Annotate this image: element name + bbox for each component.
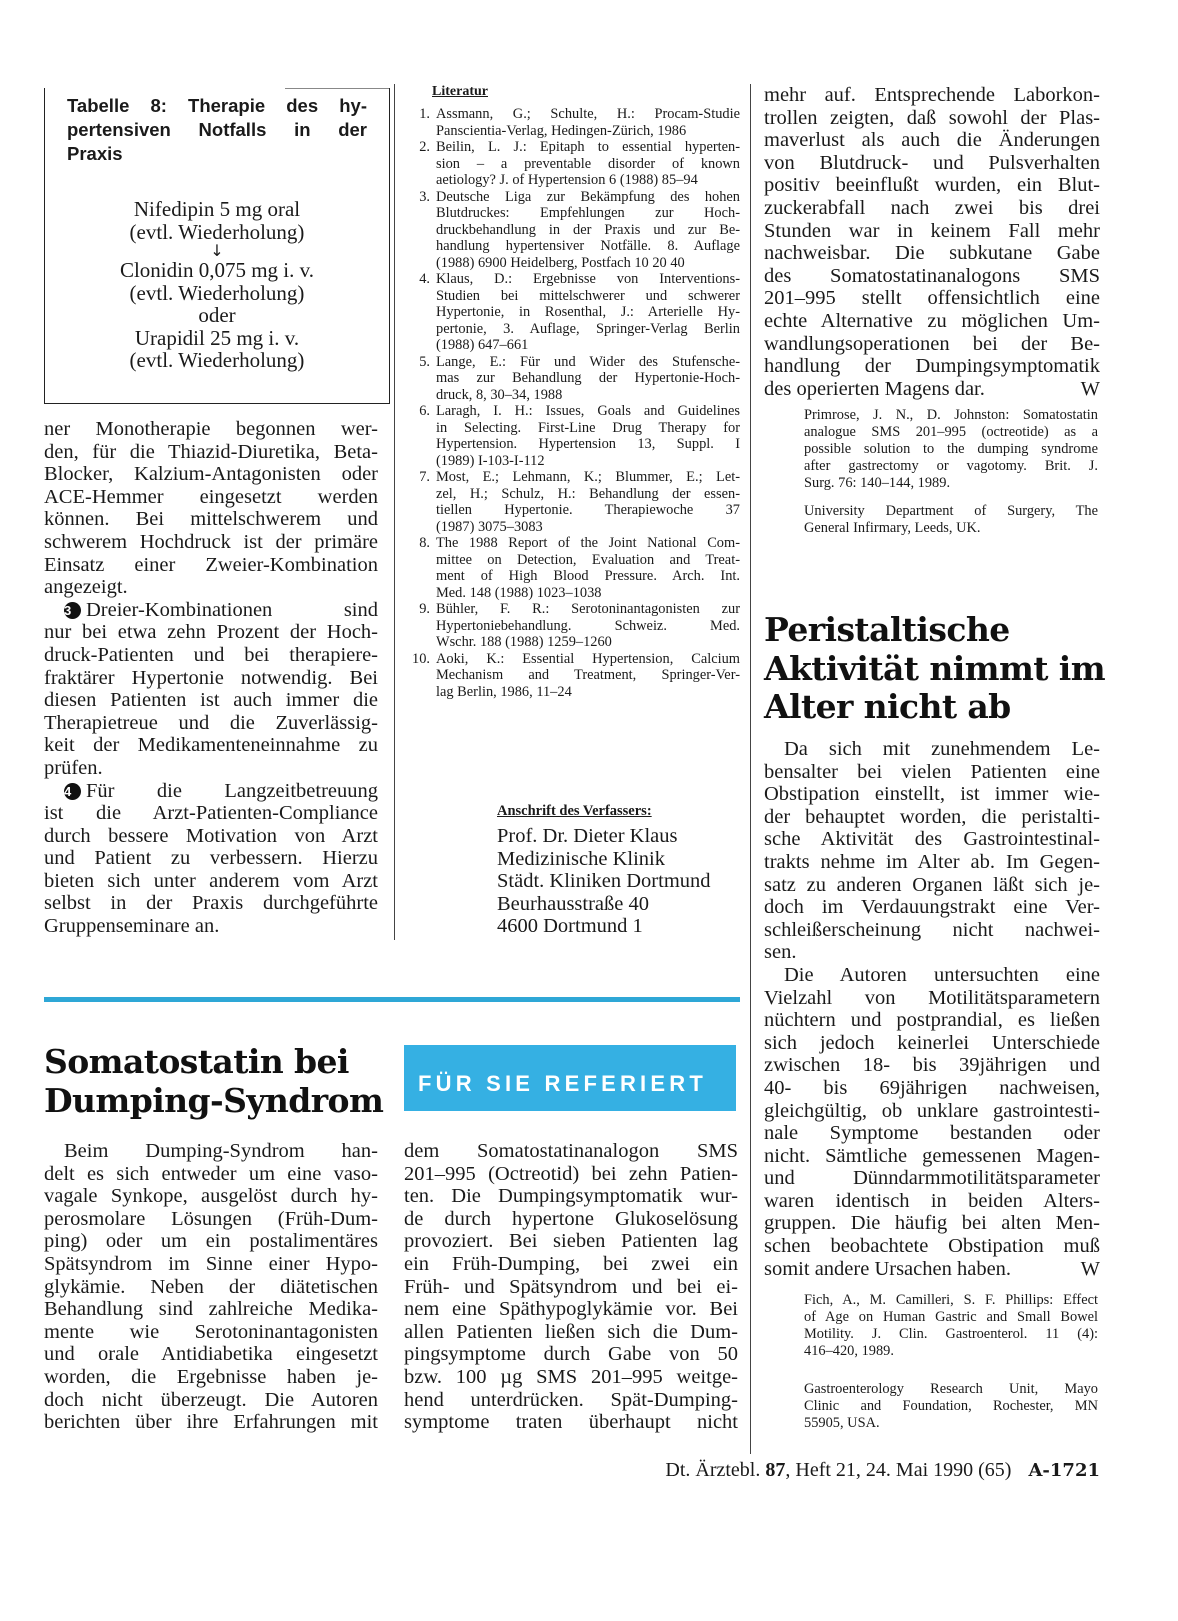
table-8-box [44, 88, 390, 404]
therapy-step: Nifedipin 5 mg oral [133, 197, 301, 221]
reference-item: 1. Assmann, G.; Schulte, H.: Procam-Studie Panscientia-Verlag, Hedingen-Zürich, 1986 [419, 106, 740, 139]
journal-name: Dt. Ärztebl. [665, 1459, 761, 1481]
down-arrow-icon: ↓ [210, 241, 224, 260]
article1-body-col2: dem Somatostatinanalogon SMS 201–995 (Octreotid) bei zehn Patien- ten. Die Dumpingsymptomatik wur- de durch hypertone Glukoselösung provoziert. Bei sieben Patienten lag ein Früh-Dumping, bei zwei ein Früh- und Spätsyndrom und bei ei- nem eine Späthypoglykämie vor. Bei allen Patienten ließen sich die Dum- pingsymptome durch Gabe von 50 bzw. 100 µg SMS 201–995 weitge- hend unterdrücken. Spät-Dumping- symptome traten überhaupt nicht [404, 1140, 738, 1434]
numbered-paragraph-4: 4 Für die Langzeitbetreuung [64, 779, 378, 802]
number-3-badge: 3 [64, 602, 81, 619]
column-divider [750, 84, 751, 1454]
page-number: A-1721 [1028, 1460, 1100, 1481]
banner-label: FÜR SIE REFERIERT [418, 1071, 707, 1096]
reference-item: 7. Most, E.; Lehmann, K.; Blummer, E.; Let- zel, H.; Schulz, H.: Behandlung der essen- tiellen Hypertonie. Therapiewoche 37 (1987) 3075–3083 [419, 469, 740, 535]
col1-body: ner Monotherapie begonnen wer- den, für die Thiazid-Diuretika, Beta- Blocker, Kalzium-Antagonisten oder ACE-Hemmer eingesetzt werden können. Bei mittelschwerem und schwerem Hochdruck ist der primäre Einsatz einer Zweier-Kombination angezeigt. 3 Dreier-Kombinationen sind nur bei etwa zehn Prozent der Hoch- druck-Patienten und bei therapiere- fraktärer Hypertonie notwendig. Bei diesen Patienten ist auch immer die Therapietreue und die Zuverlässig- keit der Medikamenteneinnahme zu prüfen. 4 Für die Langzeitbetreuung ist die Arzt-Patienten-Compliance durch bessere Motivation von Arzt und Patient zu verbessern. Hierzu bieten sich unter anderem vom Arzt selbst in der Praxis durchgeführte Gruppenseminare an. [44, 418, 378, 938]
reference-item: 3. Deutsche Liga zur Bekämpfung des hohen Blutdruckes: Empfehlungen zur Hoch- druckbehandlung in der Praxis und zur Be- handlung hypertensiver Notfälle. 8. Auflage (1988) 6900 Heidelberg, Postfach 10 20 40 [419, 188, 740, 271]
therapy-step: (evtl. Wiederholung) [129, 219, 305, 244]
author-sign: W [1080, 377, 1100, 400]
therapy-step: oder [198, 303, 236, 327]
section-divider-rule [44, 997, 740, 1002]
col3-continuation: mehr auf. Entsprechende Laborkon- trollen zeigten, daß sowohl der Plas- maverlust als auch die Änderungen von Blutdruck- und Pulsverhalten positiv beeinflußt wurden, ein Blut- zuckerabfall nach zwei bis drei Stunden war in keinem Fall mehr nachweisbar. Die subkutane Gabe des Somatostatinanalogons SMS 201–995 stellt offensichtlich eine echte Alternative zu möglichen Um- wandlungsoperationen bei der Be- handlung der Dumpingsymptomatik des operierten Magens dar. W [764, 84, 1100, 400]
reference-item: 8. The 1988 Report of the Joint National Com- mittee on Detection, Evaluation and Treat- ment of High Blood Pressure. Arch. Int. Med. 148 (1988) 1023–1038 [419, 535, 740, 601]
journal-issue: , Heft 21, 24. Mai 1990 (65) [785, 1459, 1012, 1481]
citation-fich: Fich, A., M. Camilleri, S. F. Phillips: Effect of Age on Human Gastric and Small Bowel Motility. J. Clin. Gastroenterol. 11 (4): 416–420, 1989. [804, 1292, 1098, 1359]
reference-item: 4. Klaus, D.: Ergebnisse von Interventions- Studien bei mittelschwerer und schwerer Hypertonie, in Rosenthal, J.: Arterielle Hy- pertonie, 3. Auflage, Springer-Verlag Berlin (1988) 647–661 [419, 271, 740, 353]
reference-item: 9. Bühler, F. R.: Serotoninantagonisten zur Hypertoniebehandlung. Schweiz. Med. Wschr. 188 (1988) 1259–1260 [419, 601, 740, 650]
reference-item: 10. Aoki, K.: Essential Hypertension, Calcium Mechanism and Treatment, Springer-Ver- lag Berlin, 1986, 11–24 [412, 650, 740, 700]
reference-item: 2. Beilin, L. J.: Epitaph to essential hyperten- sion – a preventable disorder of known aetiology? J. of Hypertension 6 (1988) 85–94 [419, 139, 740, 188]
literature-heading: Literatur [432, 84, 488, 99]
column-divider [394, 84, 395, 940]
table-top-line [285, 88, 389, 89]
therapy-step: Urapidil 25 mg i. v. [134, 325, 300, 350]
table-8-title: Tabelle 8: Therapie des hy- pertensiven Notfalls in der Praxis [67, 95, 367, 164]
author-sign: W [1080, 1257, 1100, 1280]
affiliation-leeds: University Department of Surgery, The General Infirmary, Leeds, UK. [804, 503, 1098, 536]
number-4-badge: 4 [64, 783, 81, 800]
page-footer [665, 1459, 1100, 1482]
therapy-step: Clonidin 0,075 mg i. v. [119, 258, 315, 282]
affiliation-mayo: Gastroenterology Research Unit, Mayo Clinic and Foundation, Rochester, MN 55905, USA. [804, 1381, 1098, 1431]
table-8-therapy-steps [45, 198, 389, 372]
article1-body-col1: Beim Dumping-Syndrom han- delt es sich entweder um eine vaso- vagale Synkope, ausgelöst durch hy- perosmolare Lösungen (Früh-Dum- ping) oder um ein postalimentäres Spätsyndrom im Sinne einer Hypo- glykämie. Neben der diätetischen Behandlung sind zahlreiche Medika- mente wie Serotoninantagonisten und orale Antidiabetika eingesetzt worden, die Ergebnisse haben je- doch nicht überzeugt. Die Autoren berichten über ihre Erfahrungen mit [44, 1140, 378, 1434]
journal-volume: 87 [765, 1459, 786, 1481]
therapy-step: (evtl. Wiederholung) [129, 348, 305, 372]
fuer-sie-referiert-banner [404, 1045, 736, 1111]
author-address: Prof. Dr. Dieter Klaus Medizinische Klinik Städt. Kliniken Dortmund Beurhausstraße 40 4600 Dortmund 1 [497, 825, 711, 938]
article2-body: Da sich mit zunehmendem Le- bensalter bei vielen Patienten eine Obstipation einstellt, ist immer wie- der behauptet worden, die peristalti- sche Aktivität des Gastrointestinal- trakts nehme im Alter ab. Im Gegen- satz zu anderen Organen läßt sich je- doch im Verdauungstrakt eine Ver- schleißerscheinung nicht nachwei- sen. Die Autoren untersuchten eine Vielzahl von Motilitätsparametern nüchtern und postprandial, es ließen sich jedoch keinerlei Unterschiede zwischen 18- bis 39jährigen und 40- bis 69jährigen nachweisen, gleichgültig, ob unklare gastrointesti- nale Symptome bestanden oder nicht. Sämtliche gemessenen Magen- und Dünndarmmotilitätsparameter waren identisch in beiden Alters- gruppen. Die häufig bei alten Men- schen beobachtete Obstipation muß somit andere Ursachen haben. W [764, 738, 1100, 1280]
address-heading: Anschrift des Verfassers: [497, 803, 652, 819]
reference-item: 6. Laragh, I. H.: Issues, Goals and Guidelines in Selecting. First-Line Drug Therapy for Hypertension. Hypertension 13, Suppl. I (1989) I-103-I-112 [419, 403, 740, 469]
reference-item: 5. Lange, E.: Für und Wider des Stufensche- mas zur Behandlung der Hypertonie-Hoch- druck, 8, 30–34, 1988 [419, 353, 740, 403]
numbered-paragraph-3: 3 Dreier-Kombinationen sind [64, 598, 378, 621]
citation-primrose: Primrose, J. N., D. Johnston: Somatostatin analogue SMS 201–995 (octreotide) as a possible solution to the dumping syndrome after gastrectomy or vagotomy. Brit. J. Surg. 76: 140–144, 1989. [804, 407, 1098, 491]
article-headline-peristaltik: Peristaltische Aktivität nimmt im Alter nicht ab [764, 610, 1106, 726]
therapy-step: (evtl. Wiederholung) [129, 280, 305, 305]
article-headline-somatostatin: Somatostatin bei Dumping-Syndrom [44, 1042, 384, 1120]
reference-list [410, 106, 740, 700]
